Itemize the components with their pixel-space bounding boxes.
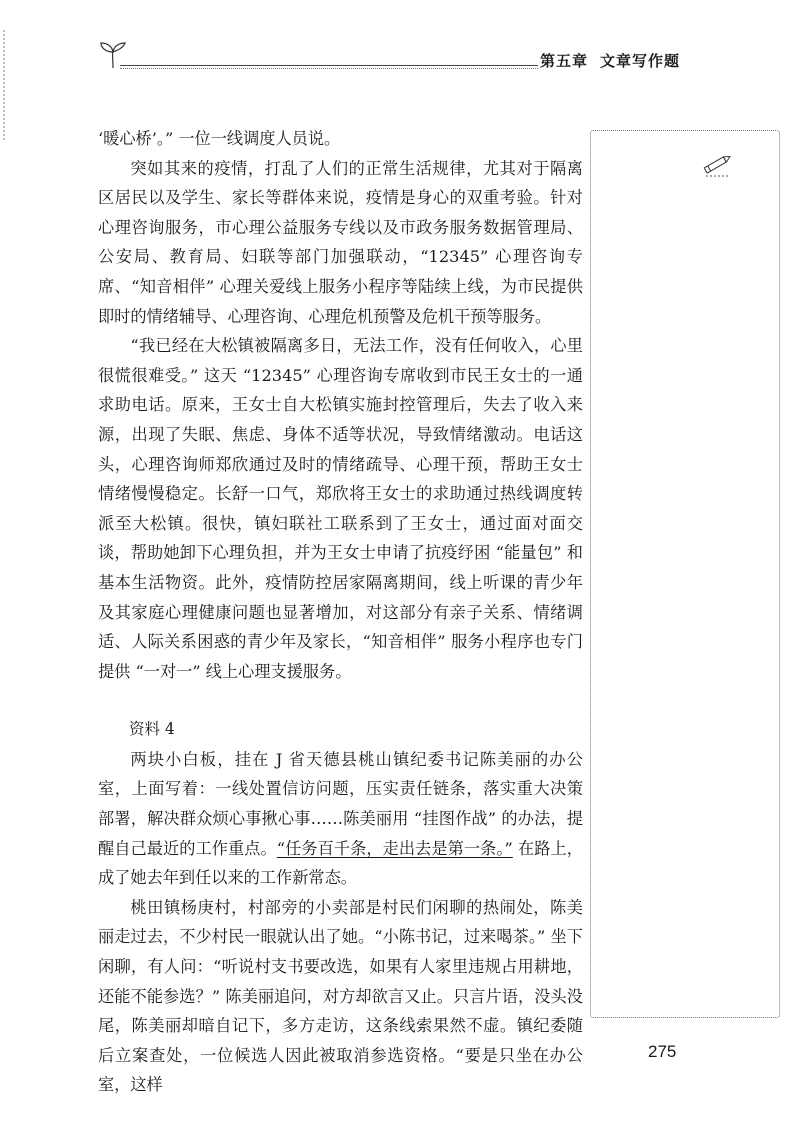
paragraph: 突如其来的疫情，打乱了人们的正常生活规律，尤其对于隔离区居民以及学生、家长等群体来说，疫情是身心的双重考验。针对心理咨询服务，市心理公益服务专线以及市政务服务数据管理局、公安局、教育局、妇联等部门加强联动，“12345” 心理咨询专席、“知音相伴” 心理关爱线上服务小程序等陆续上线，为市民提供即时的情绪辅导、心理咨询、心理危机预警及危机干预等服务。 — [98, 158, 583, 326]
underlined-quote: “任务百千条，走出去是第一条。” — [276, 838, 513, 858]
chapter-header — [540, 50, 680, 71]
header-rule-dotted — [120, 68, 538, 69]
section-title: 资料 4 — [129, 720, 175, 739]
margin-dotted-line — [3, 30, 5, 140]
header-rule — [120, 65, 538, 66]
paragraph-text: 两块小白板，挂在 J 省天德县桃山镇纪委书记陈美丽的办公室，上面写着：一线处置信访问题，压实责任链条，落实重大决策部署，解决群众烦心事揪心事……陈美丽用 “挂图作战” 的办法，提醒自己最近的工作重点。 — [98, 749, 583, 858]
pencil-icon — [700, 150, 734, 178]
page-number: 275 — [648, 1042, 677, 1061]
notes-margin-box — [590, 130, 780, 1018]
paragraph: 桃田镇杨庚村，村部旁的小卖部是村民们闲聊的热闹处，陈美丽走过去，不少村民一眼就认出了她。“小陈书记，过来喝茶。” 坐下闲聊，有人问：“听说村支书要改选，如果有人家里违规占用耕地，还能不能参选？” 陈美丽追问，对方却欲言又止。只言片语，没头没尾，陈美丽却暗自记下，多方走访，这条线索果然不虚。镇纪委随后立案查处，一位候选人因此被取消参选资格。“要是只坐在办公室，这样 — [98, 897, 583, 1095]
chapter-number: 第五章 — [540, 52, 589, 70]
paragraph — [98, 745, 583, 893]
paragraph-text: 在路上，成了她去年到任以来的工作新常态。 — [98, 838, 583, 888]
article-body — [98, 124, 583, 1100]
chapter-title: 文章写作题 — [600, 52, 681, 70]
paragraph: “我已经在大松镇被隔离多日，无法工作，没有任何收入，心里很慌很难受。” 这天 “12345” 心理咨询专席收到市民王女士的一通求助电话。原来，王女士自大松镇实施封控管理后，失去了收入来源，出现了失眠、焦虑、身体不适等状况，导致情绪激动。电话这头，心理咨询师郑欣通过及时的情绪疏导、心理干预，帮助王女士情绪慢慢稳定。长舒一口气，郑欣将王女士的求助通过热线调度转派至大松镇。很快，镇妇联社工联系到了王女士，通过面对面交谈，帮助她卸下心理负担，并为王女士申请了抗疫纾困 “能量包” 和基本生活物资。此外，疫情防控居家隔离期间，线上听课的青少年及其家庭心理健康问题也显著增加，对这部分有亲子关系、情绪调适、人际关系困惑的青少年及家长，“知音相伴” 服务小程序也专门提供 “一对一” 线上心理支援服务。 — [98, 336, 583, 681]
paragraph: ‘暖心桥’。” 一位一线调度人员说。 — [98, 129, 341, 148]
